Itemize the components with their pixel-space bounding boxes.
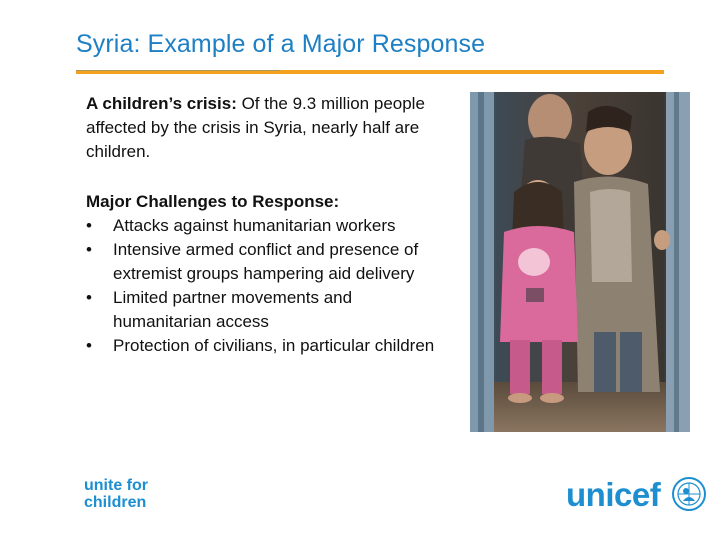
slide-body — [86, 92, 446, 358]
lead-paragraph — [86, 92, 446, 164]
unite-for-children-tagline: unite for children — [84, 477, 148, 511]
challenges-heading: Major Challenges to Response: — [86, 192, 340, 211]
title-divider — [76, 70, 664, 74]
list-item: • Attacks against humanitarian workers — [86, 214, 446, 238]
bullet-icon: • — [86, 216, 92, 235]
list-item: • Intensive armed conflict and presence of extremist groups hampering aid delivery — [86, 240, 419, 283]
lead-text: Of the 9.3 million people affected by the crisis in Syria, nearly half are children. — [86, 94, 425, 161]
bullet-icon: • — [86, 240, 92, 259]
challenges-list — [86, 214, 446, 358]
slide-title: Syria: Example of a Major Response — [76, 30, 486, 58]
unicef-emblem-icon — [672, 477, 706, 511]
bullet-icon: • — [86, 336, 92, 355]
lead-bold: A children’s crisis: — [86, 94, 237, 113]
list-item: • Limited partner movements and humanitarian access — [86, 288, 353, 331]
children-photo — [470, 92, 690, 432]
unicef-wordmark: unicef — [566, 476, 661, 513]
list-item: • Protection of civilians, in particular children — [86, 334, 446, 358]
bullet-icon: • — [86, 288, 92, 307]
